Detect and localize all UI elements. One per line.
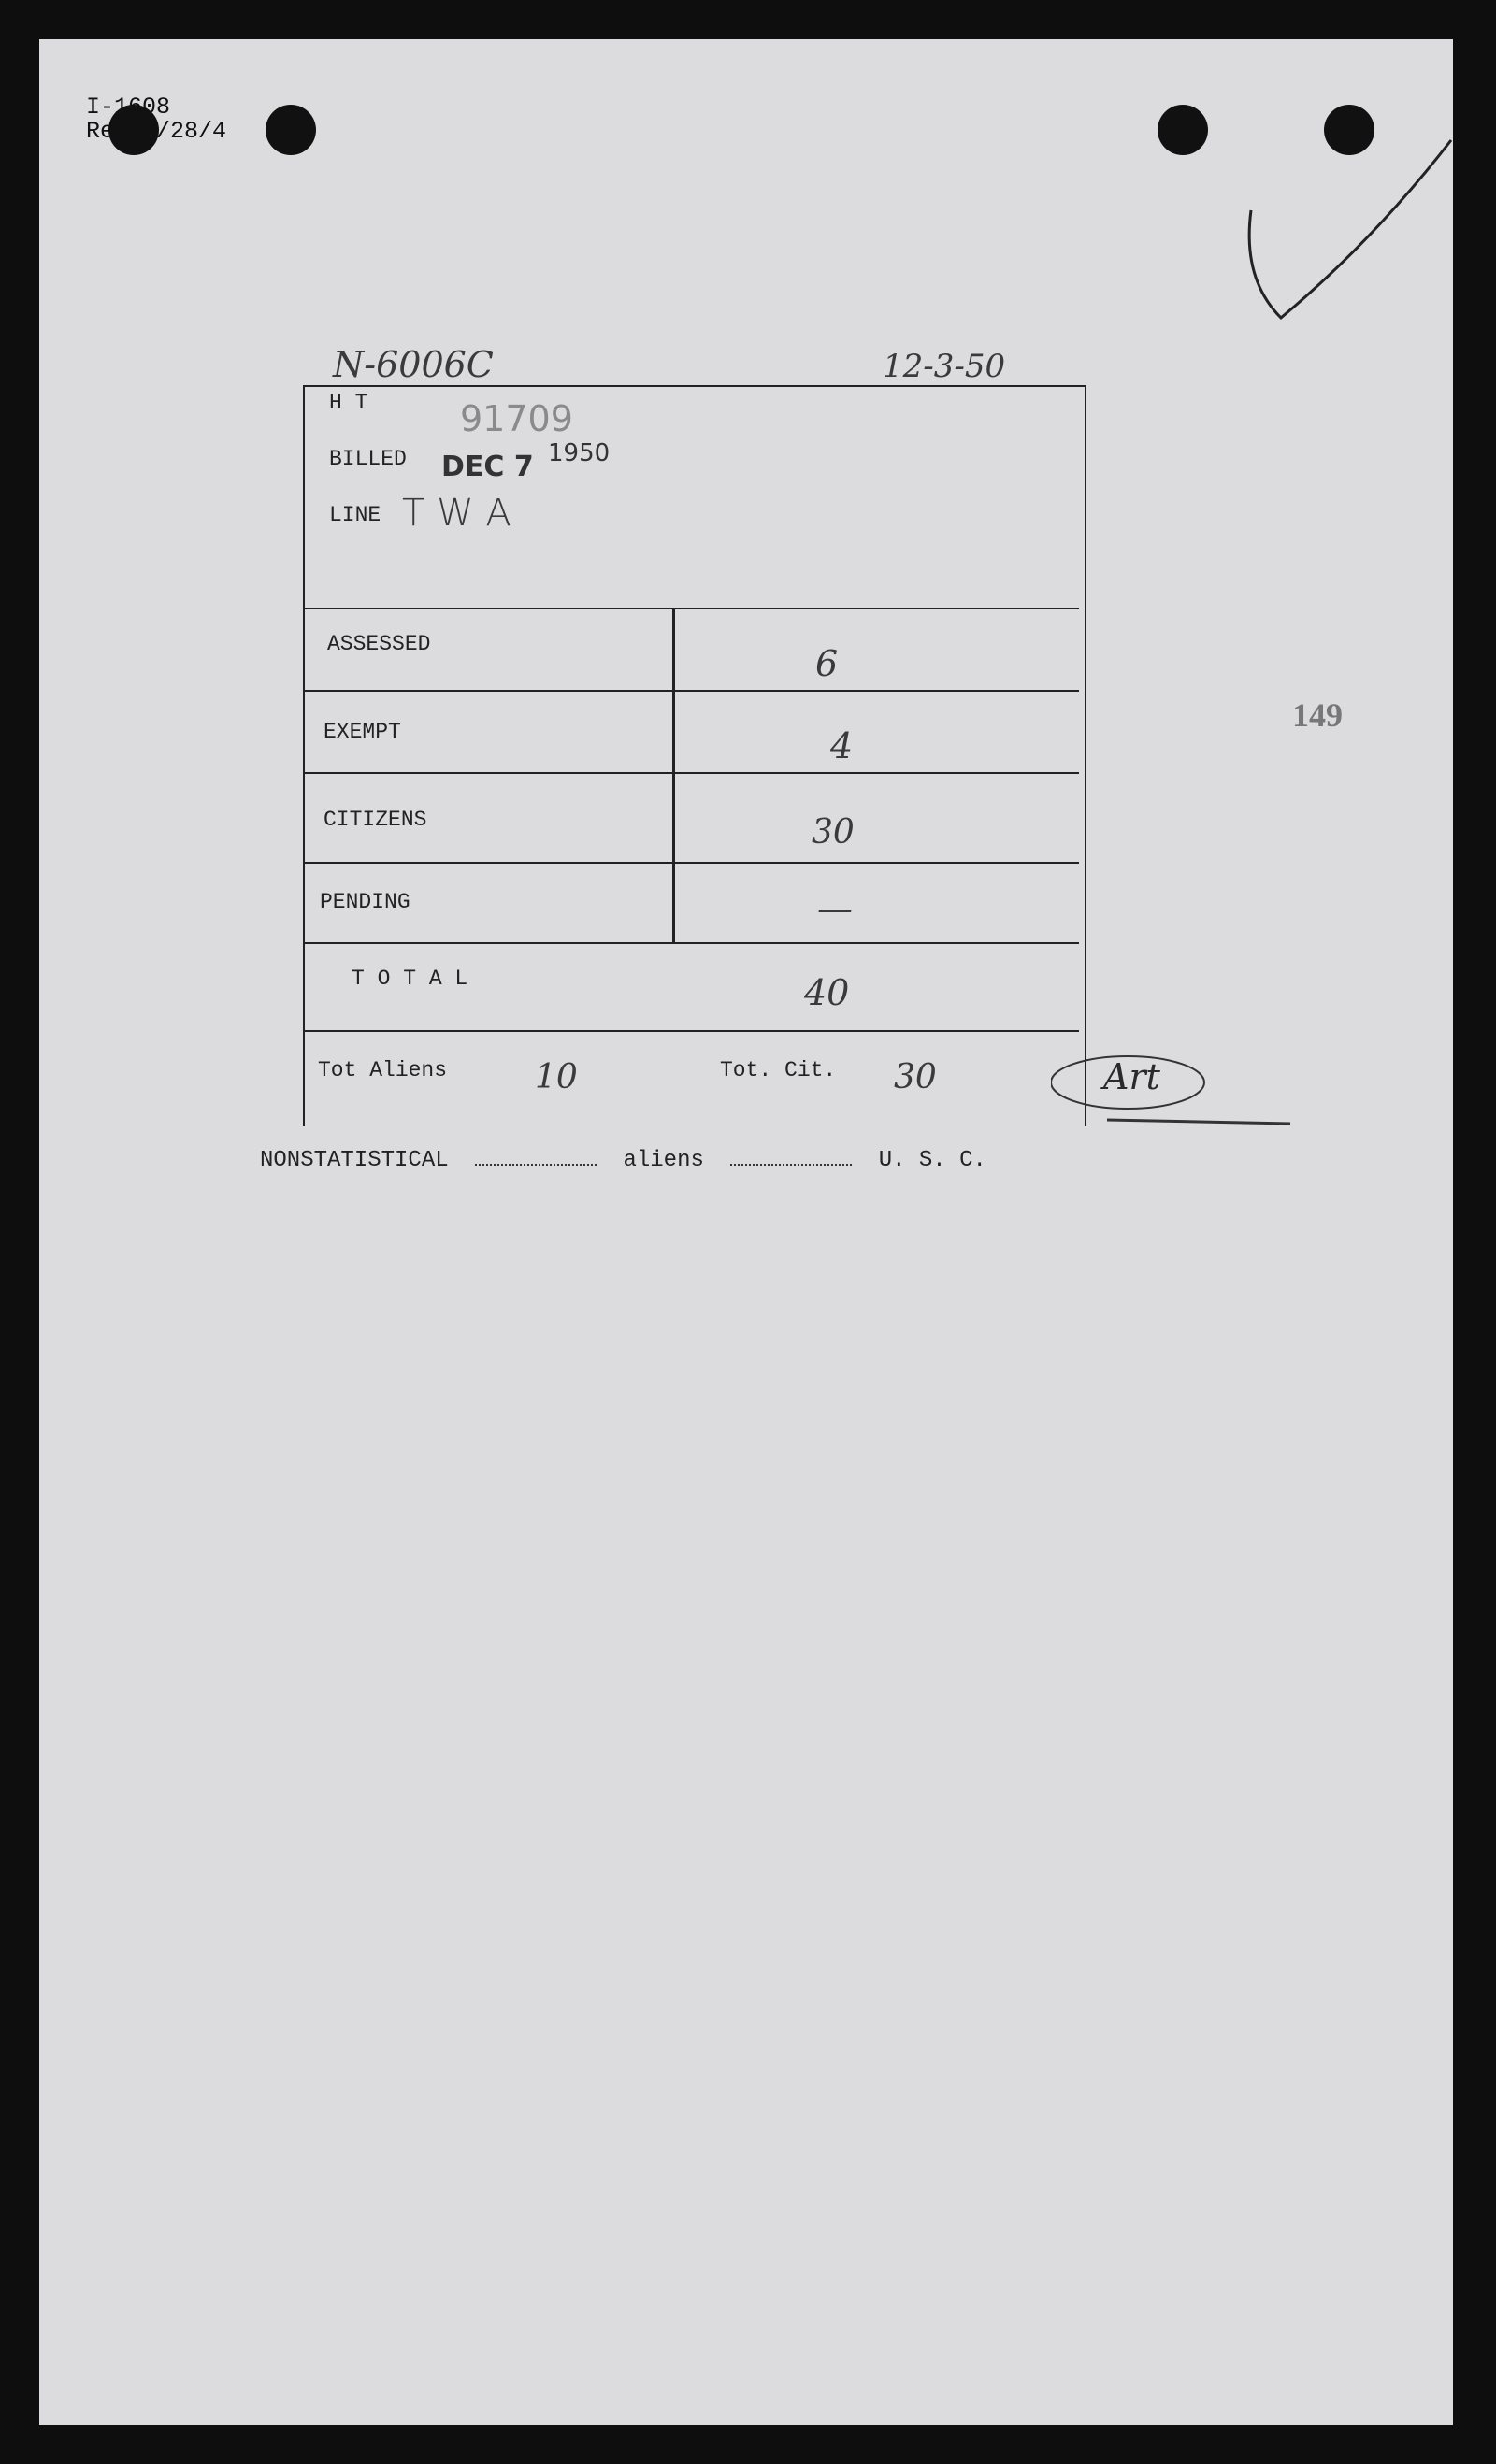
row-label-pending: PENDING [320, 890, 410, 914]
nonstatistical-line [260, 1148, 986, 1173]
aliens-label: aliens [623, 1148, 704, 1173]
punch-hole-right-1 [1158, 105, 1208, 155]
tot-cit-label: Tot. Cit. [720, 1058, 837, 1082]
manifest-summary-table [303, 385, 1086, 1126]
form-identifier [86, 95, 226, 144]
punch-hole-left-2 [266, 105, 316, 155]
divider-row-1 [305, 690, 1079, 692]
nonstat-blank-usc [730, 1164, 852, 1166]
row-label-assessed: ASSESSED [327, 632, 431, 656]
total-label: T O T A L [352, 967, 468, 991]
row-value-pending: — [817, 888, 853, 929]
divider-row-4 [305, 942, 1079, 944]
tot-aliens-label: Tot Aliens [318, 1058, 448, 1082]
checkmark-icon [1234, 131, 1459, 327]
row-label-exempt: EXEMPT [324, 720, 401, 744]
total-value: 40 [804, 972, 850, 1013]
usc-label: U. S. C. [878, 1148, 986, 1173]
tot-cit-value: 30 [894, 1058, 937, 1096]
stamp-year: 1950 [548, 439, 611, 467]
divider-row-2 [305, 772, 1079, 774]
line-value: T W A [402, 492, 511, 535]
nonstat-blank-aliens [475, 1164, 597, 1166]
row-value-exempt: 4 [830, 725, 854, 766]
row-value-assessed: 6 [815, 643, 839, 684]
row-value-citizens: 30 [812, 813, 855, 852]
signature-mark [1051, 1045, 1294, 1129]
initials-text: Art [1103, 1056, 1160, 1097]
ht-label: H T [329, 391, 368, 415]
form-number: I-1608 [86, 93, 171, 121]
divider-total [305, 1030, 1079, 1032]
stamp-number: 91709 [460, 398, 573, 439]
tot-aliens-value: 10 [535, 1058, 578, 1096]
divider-row-3 [305, 862, 1079, 864]
divider-header [305, 608, 1079, 609]
row-label-citizens: CITIZENS [324, 808, 427, 832]
nonstat-label: NONSTATISTICAL [260, 1148, 449, 1173]
page-number: 149 [1292, 696, 1343, 734]
flight-number: N-6006C [333, 344, 494, 385]
flight-date: 12-3-50 [883, 348, 1006, 385]
billed-label: BILLED [329, 447, 407, 471]
line-label: LINE [329, 503, 381, 527]
stamp-date: DEC 7 [441, 451, 534, 483]
form-revision: Rev 1/28/4 [86, 118, 227, 145]
initials-signature [1051, 1045, 1294, 1129]
column-divider [672, 609, 675, 942]
